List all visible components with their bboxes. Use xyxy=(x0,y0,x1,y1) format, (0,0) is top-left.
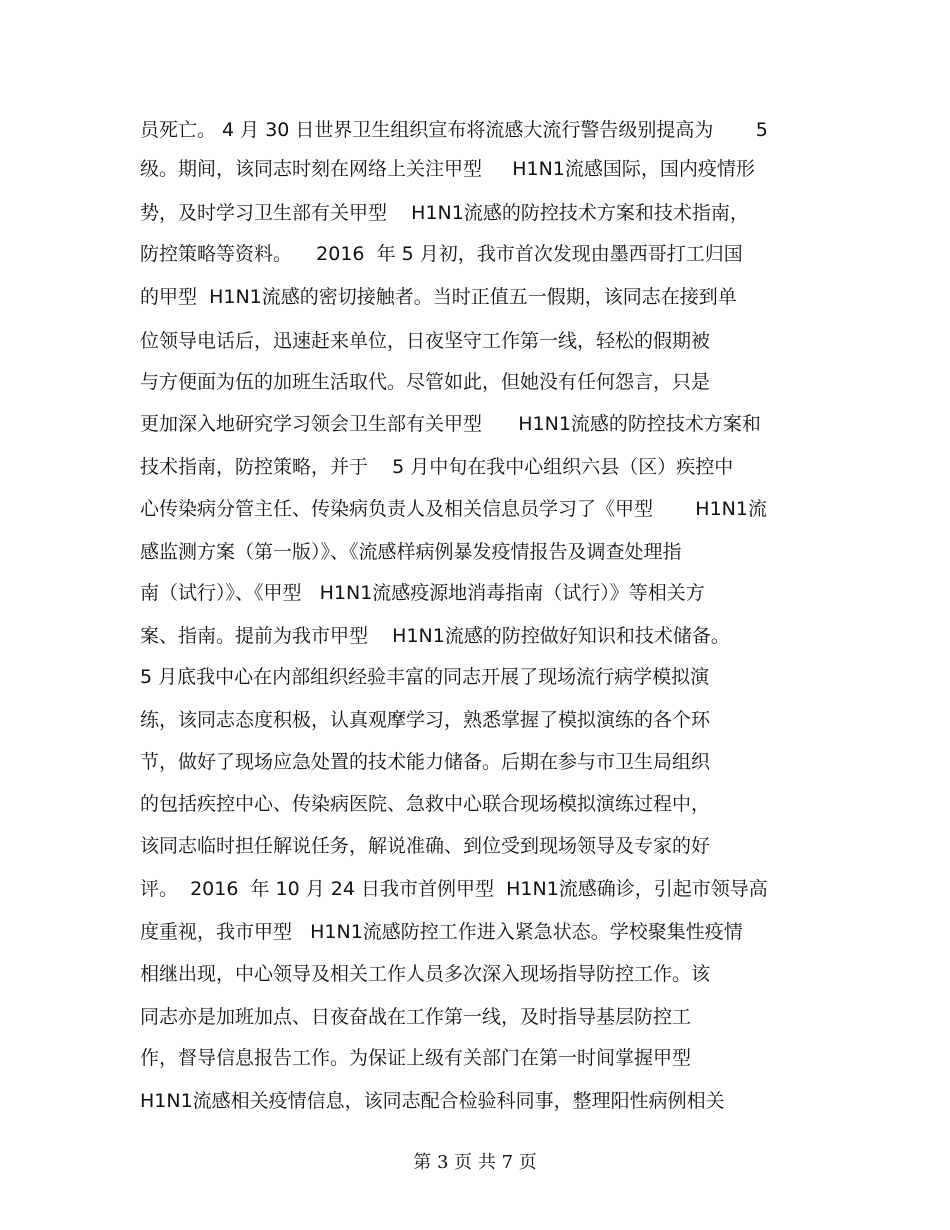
page-footer: 第 3 页 共 7 页 xyxy=(413,1152,537,1173)
body-text-line: 作，督导信息报告工作。为保证上级有关部门在第一时间掌握甲型 xyxy=(140,1047,692,1069)
body-text-line: 案、指南。提前为我市甲型 H1N1流感的防控做好知识和技术储备。 xyxy=(140,625,730,647)
body-text-line: 相继出现，中心领导及相关工作人员多次深入现场指导防控工作。该 xyxy=(140,963,711,985)
body-text-line: 更加深入地研究学习领会卫生部有关甲型 H1N1流感的防控技术方案和 xyxy=(140,413,761,435)
body-text-line: 5 月底我中心在内部组织经验丰富的同志开展了现场流行病学模拟演 xyxy=(140,666,710,688)
body-text-line: 心传染病分管主任、传染病负责人及相关信息员学习了《甲型 H1N1流 xyxy=(140,498,767,520)
body-text-line: 的甲型 H1N1流感的密切接触者。当时正值五一假期，该同志在接到单 xyxy=(140,286,737,308)
body-text-line: 防控策略等资料。 2016 年 5 月初，我市首次发现由墨西哥打工归国 xyxy=(140,243,743,265)
body-text-line: 练，该同志态度积极，认真观摩学习，熟悉掌握了模拟演练的各个环 xyxy=(140,709,711,731)
body-text-line: 感监测方案（第一版）》、《流感样病例暴发疫情报告及调查处理指 xyxy=(140,541,682,563)
body-text-line: 度重视，我市甲型 H1N1流感防控工作进入紧急状态。学校聚集性疫情 xyxy=(140,921,743,943)
body-text-line: 同志亦是加班加点、日夜奋战在工作第一线，及时指导基层防控工 xyxy=(140,1006,692,1028)
body-text-line: 评。 2016 年 10 月 24 日我市首例甲型 H1N1流感确诊，引起市领导高 xyxy=(140,878,768,900)
body-text-line: 势，及时学习卫生部有关甲型 H1N1流感的防控技术方案和技术指南， xyxy=(140,202,749,224)
body-text-line: H1N1流感相关疫情信息，该同志配合检验科同事，整理阳性病例相关 xyxy=(140,1090,725,1112)
body-text-line: 节，做好了现场应急处置的技术能力储备。后期在参与市卫生局组织 xyxy=(140,751,711,773)
body-text-line: 南（试行）》、《甲型 H1N1流感疫源地消毒指南（试行）》等相关方 xyxy=(140,582,705,604)
body-text-line: 的包括疾控中心、传染病医院、急救中心联合现场模拟演练过程中， xyxy=(140,793,711,815)
body-text-line: 与方便面为伍的加班生活取代。尽管如此，但她没有任何怨言，只是 xyxy=(140,371,711,393)
body-text-line: 级。期间，该同志时刻在网络上关注甲型 H1N1流感国际，国内疫情形 xyxy=(140,158,755,180)
body-text-line: 员死亡。 4 月 30 日世界卫生组织宣布将流感大流行警告级别提高为 5 xyxy=(140,119,768,141)
body-text-line: 技术指南，防控策略，并于 5 月中旬在我中心组织六县（区）疾控中 xyxy=(140,456,734,478)
body-text-line: 位领导电话后，迅速赶来单位，日夜坚守工作第一线，轻松的假期被 xyxy=(140,330,711,352)
body-text-line: 该同志临时担任解说任务，解说准确、到位受到现场领导及专家的好 xyxy=(140,835,711,857)
